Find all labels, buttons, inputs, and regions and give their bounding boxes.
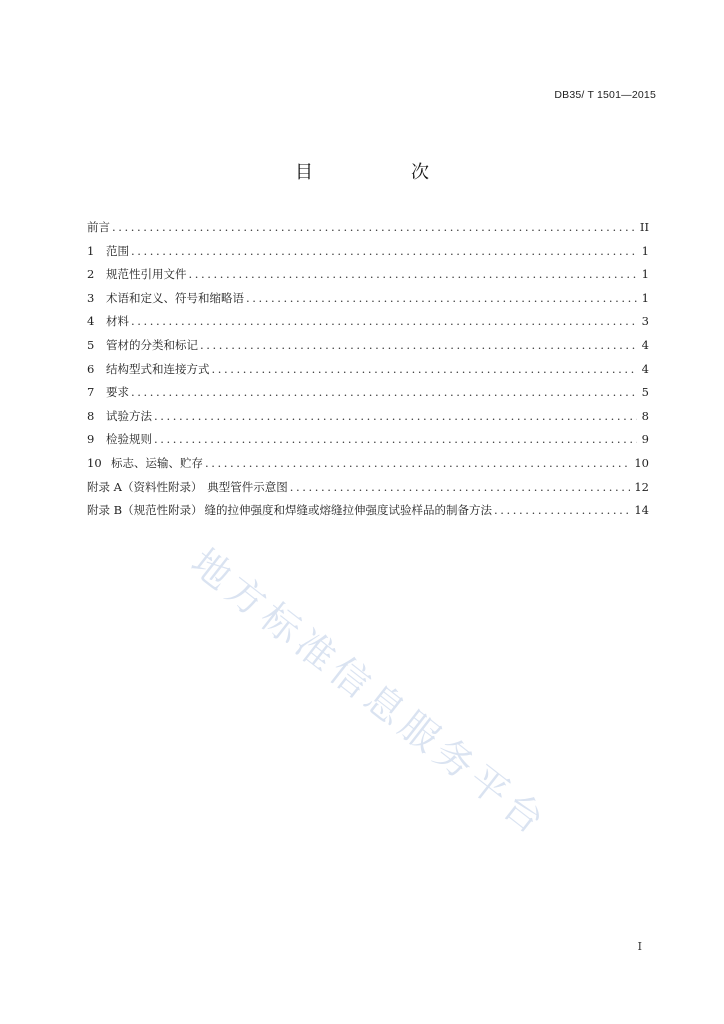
toc-entry-foreword[interactable] [87, 216, 649, 240]
toc-entry-test-methods[interactable] [87, 405, 649, 429]
toc-entry-title: 要求 [106, 385, 129, 400]
toc-entry-scope[interactable] [87, 240, 649, 264]
dot-leader [189, 263, 638, 287]
toc-entry-page: 5 [641, 385, 649, 400]
toc-entry-title: 标志、运输、贮存 [111, 455, 203, 470]
dot-leader [131, 310, 637, 334]
dot-leader [205, 452, 630, 476]
toc-title: 目 次 [295, 162, 469, 183]
toc-entry-title: 术语和定义、符号和缩略语 [106, 290, 244, 305]
dot-leader [154, 405, 637, 429]
dot-leader [212, 358, 638, 382]
watermark-text: 地方标准信息服务平台 [182, 539, 557, 846]
toc-entry-page: II [639, 220, 649, 234]
toc-entry-title: 结构型式和连接方式 [106, 361, 210, 376]
toc-entry-number: 9 [87, 432, 95, 447]
toc-entry-title: 检验规则 [106, 432, 152, 447]
toc-entry-number: 8 [87, 408, 95, 423]
toc-entry-title: 范围 [106, 243, 129, 258]
toc-entry-page: 1 [641, 243, 649, 258]
toc-entry-number: 1 [87, 243, 95, 258]
toc-entry-page: 9 [641, 432, 649, 447]
toc-entry-page: 1 [641, 290, 649, 305]
page-number: I [637, 940, 642, 953]
toc-entry-number: 10 [87, 455, 102, 470]
toc-entry-title: 规范性引用文件 [106, 267, 187, 282]
dot-leader [494, 499, 630, 523]
toc-entry-inspection-rules[interactable] [87, 428, 649, 452]
toc-entry-terms[interactable] [87, 287, 649, 311]
toc-entry-appendix-b[interactable] [87, 499, 649, 523]
toc-entry-page: 8 [641, 408, 649, 423]
dot-leader [112, 216, 636, 240]
toc-entry-classification[interactable] [87, 334, 649, 358]
toc-entry-page: 4 [641, 337, 649, 352]
dot-leader [154, 428, 637, 452]
toc-entry-title: 试验方法 [106, 408, 152, 423]
toc-entry-page: 10 [634, 455, 649, 470]
toc-entry-title: 材料 [106, 314, 129, 329]
toc-entry-number: 4 [87, 314, 95, 329]
toc-entry-appendix-label: 附录 B（规范性附录） [87, 503, 203, 518]
toc-entry-title: 典型管件示意图 [207, 479, 288, 494]
toc-entry-normative-references[interactable] [87, 263, 649, 287]
toc-entry-page: 1 [641, 267, 649, 282]
toc-entry-page: 3 [641, 314, 649, 329]
toc-entry-title: 缝的拉伸强度和焊缝或熔缝拉伸强度试验样品的制备方法 [204, 503, 493, 518]
dot-leader [200, 334, 637, 358]
toc-entry-number: 2 [87, 267, 95, 282]
toc-entry-number: 3 [87, 290, 95, 305]
toc-entry-title: 管材的分类和标记 [106, 337, 198, 352]
toc-entry-page: 4 [641, 361, 649, 376]
dot-leader [246, 287, 637, 311]
toc-entry-number: 6 [87, 361, 95, 376]
document-code: DB35/ T 1501—2015 [554, 89, 656, 101]
toc-entry-structure[interactable] [87, 358, 649, 382]
toc-entry-page: 14 [634, 503, 649, 518]
toc-entry-page: 12 [634, 479, 649, 494]
toc-entry-marking-transport[interactable] [87, 452, 649, 476]
toc-list [87, 216, 649, 523]
toc-entry-number: 5 [87, 337, 95, 352]
toc-entry-materials[interactable] [87, 310, 649, 334]
toc-entry-number: 7 [87, 385, 95, 400]
toc-entry-title: 前言 [87, 220, 110, 234]
toc-entry-appendix-label: 附录 A（资料性附录） [87, 479, 203, 494]
toc-entry-requirements[interactable] [87, 381, 649, 405]
toc-entry-appendix-a[interactable] [87, 476, 649, 500]
dot-leader [131, 381, 637, 405]
dot-leader [290, 476, 631, 500]
dot-leader [131, 240, 637, 264]
